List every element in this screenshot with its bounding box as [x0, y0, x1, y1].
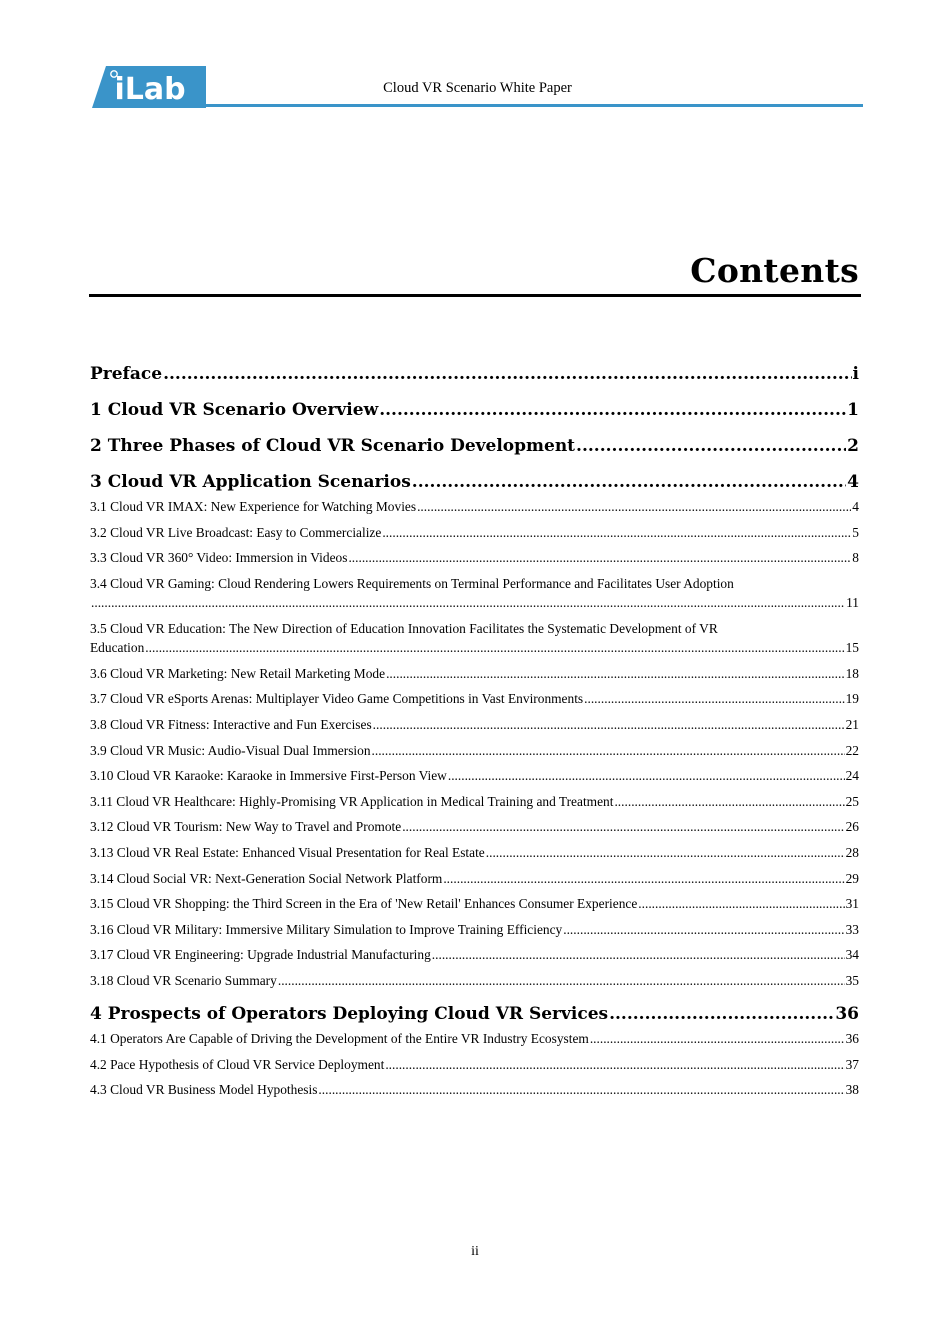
toc-leader-dots — [373, 716, 845, 734]
toc-entry-page: 37 — [845, 1056, 859, 1072]
toc-entry-3-6[interactable] — [90, 665, 859, 691]
toc-entry-4-3[interactable] — [90, 1081, 859, 1107]
toc-entry-3-13[interactable] — [90, 844, 859, 870]
toc-leader-dots — [432, 946, 845, 964]
toc-entry-page: 11 — [846, 594, 859, 610]
toc-leader-dots — [386, 665, 845, 683]
toc-entry-title: 1 Cloud VR Scenario Overview — [90, 400, 379, 420]
toc-entry-4-1[interactable] — [90, 1030, 859, 1056]
toc-leader-dots — [590, 1030, 845, 1048]
contents-rule — [89, 294, 861, 297]
toc-leader-dots — [448, 767, 845, 785]
toc-entry-page: 29 — [845, 870, 859, 886]
toc-leader-dots — [443, 870, 844, 888]
toc-entry-4-2[interactable] — [90, 1056, 859, 1082]
toc-leader-dots — [402, 818, 844, 836]
toc-leader-dots — [382, 524, 851, 542]
toc-entry-page: 31 — [845, 896, 859, 912]
toc-entry-title: 3.18 Cloud VR Scenario Summary — [90, 972, 277, 988]
toc-leader-dots — [385, 1056, 844, 1074]
toc-entry-page: 33 — [845, 921, 859, 937]
toc-entry-page: 4 — [847, 472, 859, 492]
toc-entry-3-7[interactable] — [90, 690, 859, 716]
toc-entry-chapter-3[interactable] — [90, 468, 859, 498]
toc-entry-title: 2 Three Phases of Cloud VR Scenario Development — [90, 436, 576, 456]
toc-entry-title: 3 Cloud VR Application Scenarios — [90, 472, 411, 492]
toc-entry-3-3[interactable] — [90, 549, 859, 575]
toc-entry-page: 5 — [852, 524, 859, 540]
toc-entry-title: 3.12 Cloud VR Tourism: New Way to Travel and Promote — [90, 819, 402, 835]
toc-entry-title: 3.8 Cloud VR Fitness: Interactive and Fun Exercises — [90, 716, 372, 732]
toc-leader-dots — [614, 793, 844, 811]
toc-entry-3-8[interactable] — [90, 716, 859, 742]
toc-entry-title: 3.7 Cloud VR eSports Arenas: Multiplayer Video Game Competitions in Vast Environments — [90, 691, 584, 707]
toc-entry-page: 36 — [835, 1003, 859, 1024]
toc-leader-dots — [417, 498, 851, 516]
toc-entry-page: 28 — [845, 844, 859, 860]
header-title: Cloud VR Scenario White Paper — [383, 80, 572, 96]
toc-entry-title: 4.2 Pace Hypothesis of Cloud VR Service Deployment — [90, 1056, 385, 1072]
toc-entry-3-10[interactable] — [90, 767, 859, 793]
toc-entry-chapter-2[interactable] — [90, 432, 859, 468]
toc-entry-3-9[interactable] — [90, 742, 859, 768]
toc-entry-page: 2 — [847, 436, 859, 456]
toc-entry-title: 3.11 Cloud VR Healthcare: Highly-Promising VR Application in Medical Training and Treatment — [90, 793, 614, 809]
toc-entry-page: 1 — [847, 400, 859, 420]
toc-entry-3-14[interactable] — [90, 870, 859, 896]
logo-text: iLab — [114, 72, 186, 107]
toc-entry-page: 25 — [845, 793, 859, 809]
page-header — [92, 66, 863, 110]
toc-entry-page: 36 — [845, 1030, 859, 1046]
page-number: ii — [471, 1244, 479, 1259]
toc-leader-dots — [145, 639, 844, 657]
toc-entry-title: 4 Prospects of Operators Deploying Cloud VR Services — [90, 1003, 609, 1024]
toc-entry-title: 3.17 Cloud VR Engineering: Upgrade Industrial Manufacturing — [90, 947, 431, 963]
toc-entry-chapter-1[interactable] — [90, 396, 859, 432]
toc-entry-title: 3.3 Cloud VR 360° Video: Immersion in Videos — [90, 550, 348, 566]
toc-leader-dots — [348, 549, 851, 567]
toc-entry-page: 35 — [845, 972, 859, 988]
toc-entry-title: 3.14 Cloud Social VR: Next-Generation Social Network Platform — [90, 870, 443, 886]
toc-leader-dots — [278, 972, 845, 990]
toc-entry-3-17[interactable] — [90, 946, 859, 972]
toc-entry-title: 3.13 Cloud VR Real Estate: Enhanced Visual Presentation for Real Estate — [90, 844, 485, 860]
toc-entry-page: 4 — [852, 499, 859, 514]
toc-entry-page: 38 — [845, 1082, 859, 1098]
toc-entry-3-2[interactable] — [90, 524, 859, 550]
contents-title: Contents — [690, 251, 859, 290]
toc-entry-title: 3.15 Cloud VR Shopping: the Third Screen in the Era of 'New Retail' Enhances Consumer Experience — [90, 896, 638, 912]
toc-leader-dots — [91, 594, 845, 612]
toc-entry-page: i — [852, 364, 859, 384]
toc-entry-title: 4.3 Cloud VR Business Model Hypothesis — [90, 1082, 318, 1098]
toc-entry-3-18[interactable] — [90, 972, 859, 1000]
toc-leader-dots — [584, 690, 844, 708]
toc-entry-title: 3.10 Cloud VR Karaoke: Karaoke in Immersive First-Person View — [90, 768, 447, 784]
toc-entry-title: 4.1 Operators Are Capable of Driving the Development of the Entire VR Industry Ecosystem — [90, 1030, 589, 1046]
header-rule — [204, 104, 863, 107]
toc-entry-title: 3.6 Cloud VR Marketing: New Retail Marketing Mode — [90, 665, 386, 681]
toc-leader-dots — [563, 921, 844, 939]
table-of-contents — [90, 360, 859, 1107]
toc-leader-dots — [163, 360, 851, 388]
toc-entry-3-15[interactable] — [90, 895, 859, 921]
toc-leader-dots — [379, 396, 846, 424]
toc-entry-3-12[interactable] — [90, 818, 859, 844]
toc-entry-3-4[interactable] — [90, 575, 859, 620]
toc-entry-3-11[interactable] — [90, 793, 859, 819]
toc-entry-title: 3.1 Cloud VR IMAX: New Experience for Watching Movies — [90, 499, 417, 514]
toc-leader-dots — [372, 742, 845, 760]
toc-leader-dots — [638, 895, 844, 913]
toc-leader-dots — [486, 844, 845, 862]
toc-entry-3-5[interactable] — [90, 620, 859, 665]
toc-entry-title: Preface — [90, 364, 163, 384]
toc-entry-page: 8 — [852, 550, 859, 566]
toc-entry-page: 26 — [845, 819, 859, 835]
toc-entry-page: 22 — [845, 742, 859, 758]
toc-entry-chapter-4[interactable] — [90, 1000, 859, 1030]
toc-entry-page: 21 — [845, 716, 859, 732]
toc-entry-title-cont: Education — [90, 639, 145, 655]
toc-leader-dots — [412, 468, 846, 496]
toc-entry-3-1[interactable] — [90, 498, 859, 524]
toc-entry-title: 3.4 Cloud VR Gaming: Cloud Rendering Lowers Requirements on Terminal Performance and Facilitates User Adoption — [90, 575, 734, 591]
toc-entry-page: 19 — [845, 691, 859, 707]
toc-entry-page: 15 — [845, 639, 859, 655]
toc-entry-preface[interactable] — [90, 360, 859, 396]
toc-entry-page: 24 — [845, 768, 859, 784]
toc-leader-dots — [318, 1081, 844, 1099]
toc-entry-title: 3.9 Cloud VR Music: Audio-Visual Dual Immersion — [90, 742, 371, 758]
toc-entry-title: 3.5 Cloud VR Education: The New Direction of Education Innovation Facilitates the Systematic Development of VR — [90, 620, 718, 636]
toc-entry-page: 34 — [845, 947, 859, 963]
toc-entry-title: 3.2 Cloud VR Live Broadcast: Easy to Commercialize — [90, 524, 382, 540]
toc-leader-dots — [576, 432, 846, 460]
toc-leader-dots — [609, 1000, 834, 1028]
toc-entry-3-16[interactable] — [90, 921, 859, 947]
toc-entry-page: 18 — [845, 665, 859, 681]
toc-entry-title: 3.16 Cloud VR Military: Immersive Military Simulation to Improve Training Efficiency — [90, 921, 563, 937]
